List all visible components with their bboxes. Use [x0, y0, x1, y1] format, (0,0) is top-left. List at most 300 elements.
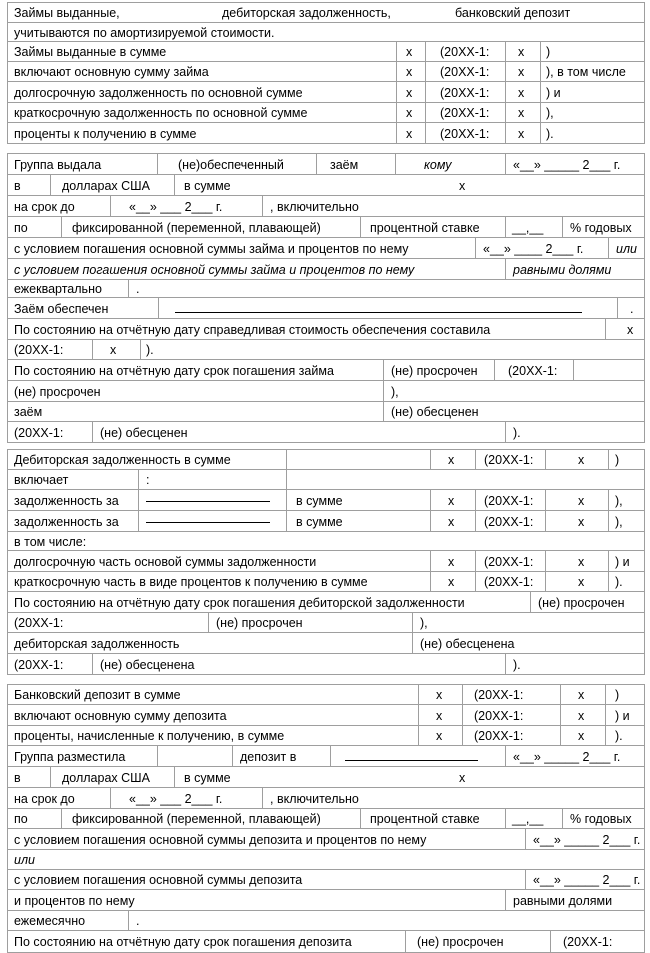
- row-border-top: [7, 808, 644, 809]
- cell-divider: [475, 550, 476, 572]
- form-text: По состоянию на отчётную дату срок погашения депозита: [14, 935, 352, 949]
- cell-divider: [644, 61, 645, 82]
- form-text: с условием погашения основной суммы депозита: [14, 873, 303, 887]
- form-text: (не) обесценена: [100, 658, 195, 672]
- cell-divider: [462, 704, 463, 726]
- form-text: х: [436, 688, 443, 702]
- row-border-top: [7, 653, 644, 654]
- cell-divider: [7, 258, 8, 280]
- form-text: с условием погашения основной суммы займа и процентов по нему: [14, 263, 415, 277]
- form-text: х: [406, 106, 413, 120]
- form-text: (20ХХ-1:: [14, 343, 64, 357]
- form-text: (20ХХ-1:: [474, 688, 524, 702]
- row-border-top: [7, 745, 644, 746]
- cell-divider: [157, 153, 158, 175]
- cell-divider: [608, 510, 609, 532]
- cell-divider: [7, 653, 8, 675]
- cell-divider: [396, 61, 397, 82]
- cell-divider: [545, 550, 546, 572]
- cell-divider: [7, 339, 8, 360]
- form-text: х: [578, 575, 585, 589]
- cell-divider: [92, 653, 93, 675]
- form-text: (20ХХ-1:: [474, 729, 524, 743]
- form-text: «__» _____ 2___ г.: [513, 158, 621, 172]
- cell-divider: [7, 421, 8, 443]
- form-text: (20ХХ-1:: [474, 709, 524, 723]
- cell-divider: [7, 237, 8, 259]
- row-border-top: [7, 632, 644, 633]
- row-border-bottom: [7, 442, 644, 443]
- row-border-top: [7, 489, 644, 490]
- form-text: на срок до: [14, 792, 75, 806]
- cell-divider: [430, 449, 431, 470]
- cell-divider: [545, 510, 546, 532]
- cell-divider: [540, 61, 541, 82]
- cell-divider: [540, 122, 541, 144]
- cell-divider: [418, 725, 419, 746]
- form-text: (20ХХ-1:: [14, 658, 64, 672]
- cell-divider: [316, 153, 317, 175]
- cell-divider: [138, 510, 139, 532]
- cell-divider: [7, 510, 8, 532]
- cell-divider: [644, 449, 645, 470]
- form-text: равными долями: [513, 263, 612, 277]
- form-text: краткосрочную часть в виде процентов к получению в сумме: [14, 575, 368, 589]
- row-border-bottom: [7, 674, 644, 675]
- form-text: Группа разместила: [14, 750, 126, 764]
- cell-divider: [505, 808, 506, 829]
- cell-divider: [644, 510, 645, 532]
- cell-divider: [430, 489, 431, 511]
- cell-divider: [560, 684, 561, 705]
- form-text: :: [146, 473, 150, 487]
- cell-divider: [7, 725, 8, 746]
- cell-divider: [475, 237, 476, 259]
- form-text: ),: [391, 385, 399, 399]
- row-border-top: [7, 153, 644, 154]
- cell-divider: [644, 359, 645, 381]
- cell-divider: [545, 449, 546, 470]
- cell-divider: [128, 279, 129, 298]
- cell-divider: [7, 195, 8, 217]
- form-text: (не) обесценен: [391, 405, 479, 419]
- cell-divider: [475, 571, 476, 592]
- form-text: долларах США: [62, 179, 150, 193]
- cell-divider: [525, 869, 526, 890]
- form-text: включают основную сумму займа: [14, 65, 209, 79]
- cell-divider: [644, 910, 645, 931]
- cell-divider: [396, 102, 397, 123]
- form-text: задолженность за: [14, 494, 119, 508]
- form-text: х: [448, 453, 455, 467]
- row-border-top: [7, 258, 644, 259]
- cell-divider: [505, 153, 506, 175]
- cell-divider: [605, 704, 606, 726]
- cell-divider: [525, 828, 526, 850]
- cell-divider: [644, 122, 645, 144]
- cell-divider: [562, 216, 563, 238]
- form-text: ),: [615, 515, 623, 529]
- cell-divider: [505, 745, 506, 767]
- row-border-top: [7, 297, 644, 298]
- cell-divider: [61, 808, 62, 829]
- cell-divider: [7, 102, 8, 123]
- form-text: задолженность за: [14, 515, 119, 529]
- form-text: или: [616, 242, 637, 256]
- form-text: «__» _____ 2___ г.: [533, 833, 641, 847]
- form-text: Заём обеспечен: [14, 302, 109, 316]
- cell-divider: [560, 704, 561, 726]
- row-border-top: [7, 216, 644, 217]
- form-text: краткосрочную задолженность по основной сумме: [14, 106, 308, 120]
- cell-divider: [505, 41, 506, 62]
- cell-divider: [50, 766, 51, 788]
- cell-divider: [644, 339, 645, 360]
- cell-divider: [540, 102, 541, 123]
- cell-divider: [505, 889, 506, 911]
- cell-divider: [405, 930, 406, 953]
- cell-divider: [545, 489, 546, 511]
- cell-divider: [425, 122, 426, 144]
- form-text: по: [14, 221, 28, 235]
- form-text: (не)обеспеченный: [178, 158, 284, 172]
- cell-divider: [644, 632, 645, 654]
- form-text: х: [406, 127, 413, 141]
- cell-divider: [7, 279, 8, 298]
- cell-divider: [608, 489, 609, 511]
- fill-in-blank-line: [146, 501, 270, 502]
- cell-divider: [608, 550, 609, 572]
- cell-divider: [644, 869, 645, 890]
- form-text: (20ХХ-1:: [484, 453, 534, 467]
- cell-divider: [7, 61, 8, 82]
- form-text: заём: [330, 158, 359, 172]
- form-text: в сумме: [184, 771, 231, 785]
- row-border-top: [7, 61, 644, 62]
- form-text: банковский депозит: [455, 6, 571, 20]
- fill-in-blank-line: [175, 312, 582, 313]
- cell-divider: [286, 510, 287, 532]
- cell-divider: [644, 401, 645, 422]
- cell-divider: [608, 449, 609, 470]
- cell-divider: [7, 2, 8, 23]
- row-border-top: [7, 318, 644, 319]
- form-text: х: [406, 45, 413, 59]
- form-text: % годовых: [570, 221, 632, 235]
- form-text: (не) обесценен: [100, 426, 188, 440]
- cell-divider: [605, 684, 606, 705]
- cell-divider: [505, 122, 506, 144]
- cell-divider: [425, 41, 426, 62]
- form-text: (не) просрочен: [216, 616, 303, 630]
- form-text: (20ХХ-1:: [440, 106, 490, 120]
- cell-divider: [138, 489, 139, 511]
- form-text: х: [578, 515, 585, 529]
- cell-divider: [644, 725, 645, 746]
- form-text: х: [578, 494, 585, 508]
- form-text: х: [436, 729, 443, 743]
- form-text: .: [136, 914, 140, 928]
- cell-divider: [7, 401, 8, 422]
- form-text: учитываются по амортизируемой стоимости.: [14, 26, 275, 40]
- cell-divider: [174, 174, 175, 196]
- form-text: «__» _____ 2___ г.: [533, 873, 641, 887]
- form-text: или: [14, 853, 35, 867]
- cell-divider: [505, 81, 506, 103]
- cell-divider: [644, 787, 645, 809]
- cell-divider: [540, 81, 541, 103]
- cell-divider: [262, 195, 263, 217]
- row-border-top: [7, 449, 644, 450]
- fill-in-blank-line: [146, 522, 270, 523]
- form-text: в: [14, 771, 21, 785]
- form-text: долгосрочную часть основой суммы задолженности: [14, 555, 317, 569]
- row-border-top: [7, 359, 644, 360]
- form-text: дебиторская задолженность: [14, 637, 180, 651]
- form-text: ): [615, 453, 620, 467]
- cell-divider: [286, 469, 287, 490]
- form-text: ежемесячно: [14, 914, 86, 928]
- form-text: «__» ___ 2___ г.: [129, 792, 223, 806]
- form-text: ).: [615, 729, 623, 743]
- cell-divider: [140, 339, 141, 360]
- cell-divider: [7, 766, 8, 788]
- cell-divider: [644, 653, 645, 675]
- form-text: кому: [424, 158, 452, 172]
- row-border-top: [7, 81, 644, 82]
- cell-divider: [505, 102, 506, 123]
- form-text: включает: [14, 473, 69, 487]
- cell-divider: [475, 489, 476, 511]
- cell-divider: [286, 449, 287, 470]
- form-text: х: [578, 688, 585, 702]
- row-border-top: [7, 174, 644, 175]
- cell-divider: [360, 808, 361, 829]
- row-border-top: [7, 22, 644, 23]
- form-text: ),: [546, 106, 554, 120]
- cell-divider: [138, 469, 139, 490]
- cell-divider: [7, 41, 8, 62]
- cell-divider: [644, 684, 645, 705]
- cell-divider: [462, 684, 463, 705]
- cell-divider: [545, 571, 546, 592]
- cell-divider: [412, 612, 413, 633]
- cell-divider: [644, 81, 645, 103]
- row-border-top: [7, 102, 644, 103]
- form-text: «__» ___ 2___ г.: [129, 200, 223, 214]
- cell-divider: [128, 910, 129, 931]
- form-text: ).: [615, 575, 623, 589]
- form-text: (не) просрочен: [417, 935, 504, 949]
- cell-divider: [383, 401, 384, 422]
- row-border-top: [7, 910, 644, 911]
- form-text: ) и: [546, 86, 561, 100]
- form-text: (не) просрочен: [391, 364, 478, 378]
- form-text: с условием погашения основной суммы займа и процентов по нему: [14, 242, 409, 256]
- cell-divider: [644, 174, 645, 196]
- cell-divider: [644, 849, 645, 870]
- cell-divider: [605, 725, 606, 746]
- cell-divider: [644, 550, 645, 572]
- cell-divider: [644, 2, 645, 23]
- cell-divider: [462, 725, 463, 746]
- form-text: фиксированной (переменной, плавающей): [72, 812, 321, 826]
- cell-divider: [7, 469, 8, 490]
- row-border-top: [7, 591, 644, 592]
- cell-divider: [644, 489, 645, 511]
- form-text: ).: [513, 426, 521, 440]
- fill-in-blank-line: [345, 760, 478, 761]
- form-text: ежеквартально: [14, 282, 102, 296]
- row-border-top: [7, 41, 644, 42]
- form-text: Группа выдала: [14, 158, 102, 172]
- cell-divider: [395, 153, 396, 175]
- cell-divider: [644, 469, 645, 490]
- row-border-top: [7, 849, 644, 850]
- cell-divider: [644, 808, 645, 829]
- cell-divider: [562, 808, 563, 829]
- form-text: (не) просрочен: [14, 385, 101, 399]
- form-text: , включительно: [270, 200, 359, 214]
- form-text: ): [615, 688, 620, 702]
- cell-divider: [425, 61, 426, 82]
- cell-divider: [158, 297, 159, 319]
- form-text: ).: [513, 658, 521, 672]
- form-text: .: [136, 282, 140, 296]
- row-border-top: [7, 889, 644, 890]
- form-text: х: [448, 494, 455, 508]
- cell-divider: [7, 489, 8, 511]
- row-border-top: [7, 2, 644, 3]
- form-text: долгосрочную задолженность по основной сумме: [14, 86, 303, 100]
- cell-divider: [7, 22, 8, 42]
- row-border-top: [7, 279, 644, 280]
- cell-divider: [174, 766, 175, 788]
- cell-divider: [7, 318, 8, 340]
- form-text: в сумме: [296, 494, 343, 508]
- cell-divider: [573, 359, 574, 381]
- cell-divider: [560, 725, 561, 746]
- cell-divider: [7, 531, 8, 551]
- cell-divider: [7, 787, 8, 809]
- cell-divider: [7, 122, 8, 144]
- form-text: в: [14, 179, 21, 193]
- form-text: х: [518, 65, 525, 79]
- form-text: заём: [14, 405, 43, 419]
- cell-divider: [412, 632, 413, 654]
- form-text: (20ХХ-1:: [484, 515, 534, 529]
- cell-divider: [360, 216, 361, 238]
- form-text: ), в том числе: [546, 65, 626, 79]
- cell-divider: [7, 910, 8, 931]
- cell-divider: [7, 550, 8, 572]
- cell-divider: [7, 808, 8, 829]
- form-text: По состоянию на отчётную дату срок погашения займа: [14, 364, 334, 378]
- cell-divider: [7, 849, 8, 870]
- cell-divider: [608, 571, 609, 592]
- form-text: (20ХХ-1:: [508, 364, 558, 378]
- form-text: ),: [615, 494, 623, 508]
- form-text: на срок до: [14, 200, 75, 214]
- row-border-top: [7, 237, 644, 238]
- form-text: процентной ставке: [370, 812, 480, 826]
- cell-divider: [644, 766, 645, 788]
- cell-divider: [92, 421, 93, 443]
- cell-divider: [383, 380, 384, 402]
- cell-divider: [644, 571, 645, 592]
- cell-divider: [7, 684, 8, 705]
- row-border-top: [7, 704, 644, 705]
- form-text: ) и: [615, 555, 630, 569]
- form-text: (не) просрочен: [538, 596, 625, 610]
- row-border-top: [7, 401, 644, 402]
- form-text: Дебиторская задолженность в сумме: [14, 453, 231, 467]
- form-text: __,__: [512, 812, 544, 826]
- row-border-top: [7, 550, 644, 551]
- cell-divider: [7, 591, 8, 613]
- form-text: __,__: [512, 221, 544, 235]
- cell-divider: [644, 421, 645, 443]
- form-text: (20ХХ-1:: [484, 555, 534, 569]
- form-text: , включительно: [270, 792, 359, 806]
- form-text: х: [518, 45, 525, 59]
- cell-divider: [425, 81, 426, 103]
- row-border-top: [7, 930, 644, 931]
- cell-divider: [50, 174, 51, 196]
- cell-divider: [7, 297, 8, 319]
- form-text: в сумме: [296, 515, 343, 529]
- form-text: х: [406, 86, 413, 100]
- form-text: .: [630, 302, 634, 316]
- cell-divider: [396, 122, 397, 144]
- form-text: дебиторская задолженность,: [222, 6, 391, 20]
- form-text: ).: [546, 127, 554, 141]
- form-text: х: [578, 453, 585, 467]
- form-text: По состоянию на отчётную дату срок погашения дебиторской задолженности: [14, 596, 465, 610]
- cell-divider: [644, 745, 645, 767]
- form-text: ),: [420, 616, 428, 630]
- cell-divider: [644, 102, 645, 123]
- row-border-top: [7, 380, 644, 381]
- form-text: включают основную сумму депозита: [14, 709, 227, 723]
- cell-divider: [7, 930, 8, 953]
- cell-divider: [644, 258, 645, 280]
- cell-divider: [7, 828, 8, 850]
- form-text: фиксированной (переменной, плавающей): [72, 221, 321, 235]
- cell-divider: [644, 380, 645, 402]
- cell-divider: [383, 359, 384, 381]
- cell-divider: [644, 216, 645, 238]
- cell-divider: [644, 22, 645, 42]
- cell-divider: [7, 449, 8, 470]
- cell-divider: [418, 704, 419, 726]
- cell-divider: [530, 591, 531, 613]
- cell-divider: [330, 745, 331, 767]
- cell-divider: [644, 612, 645, 633]
- form-text: % годовых: [570, 812, 632, 826]
- row-border-top: [7, 787, 644, 788]
- form-text: проценты к получению в сумме: [14, 127, 197, 141]
- form-text: х: [578, 709, 585, 723]
- form-text: (20ХХ-1:: [14, 616, 64, 630]
- form-text: «__» _____ 2___ г.: [513, 750, 621, 764]
- cell-divider: [430, 510, 431, 532]
- cell-divider: [232, 745, 233, 767]
- cell-divider: [644, 153, 645, 175]
- cell-divider: [644, 279, 645, 298]
- form-text: х: [518, 127, 525, 141]
- cell-divider: [644, 704, 645, 726]
